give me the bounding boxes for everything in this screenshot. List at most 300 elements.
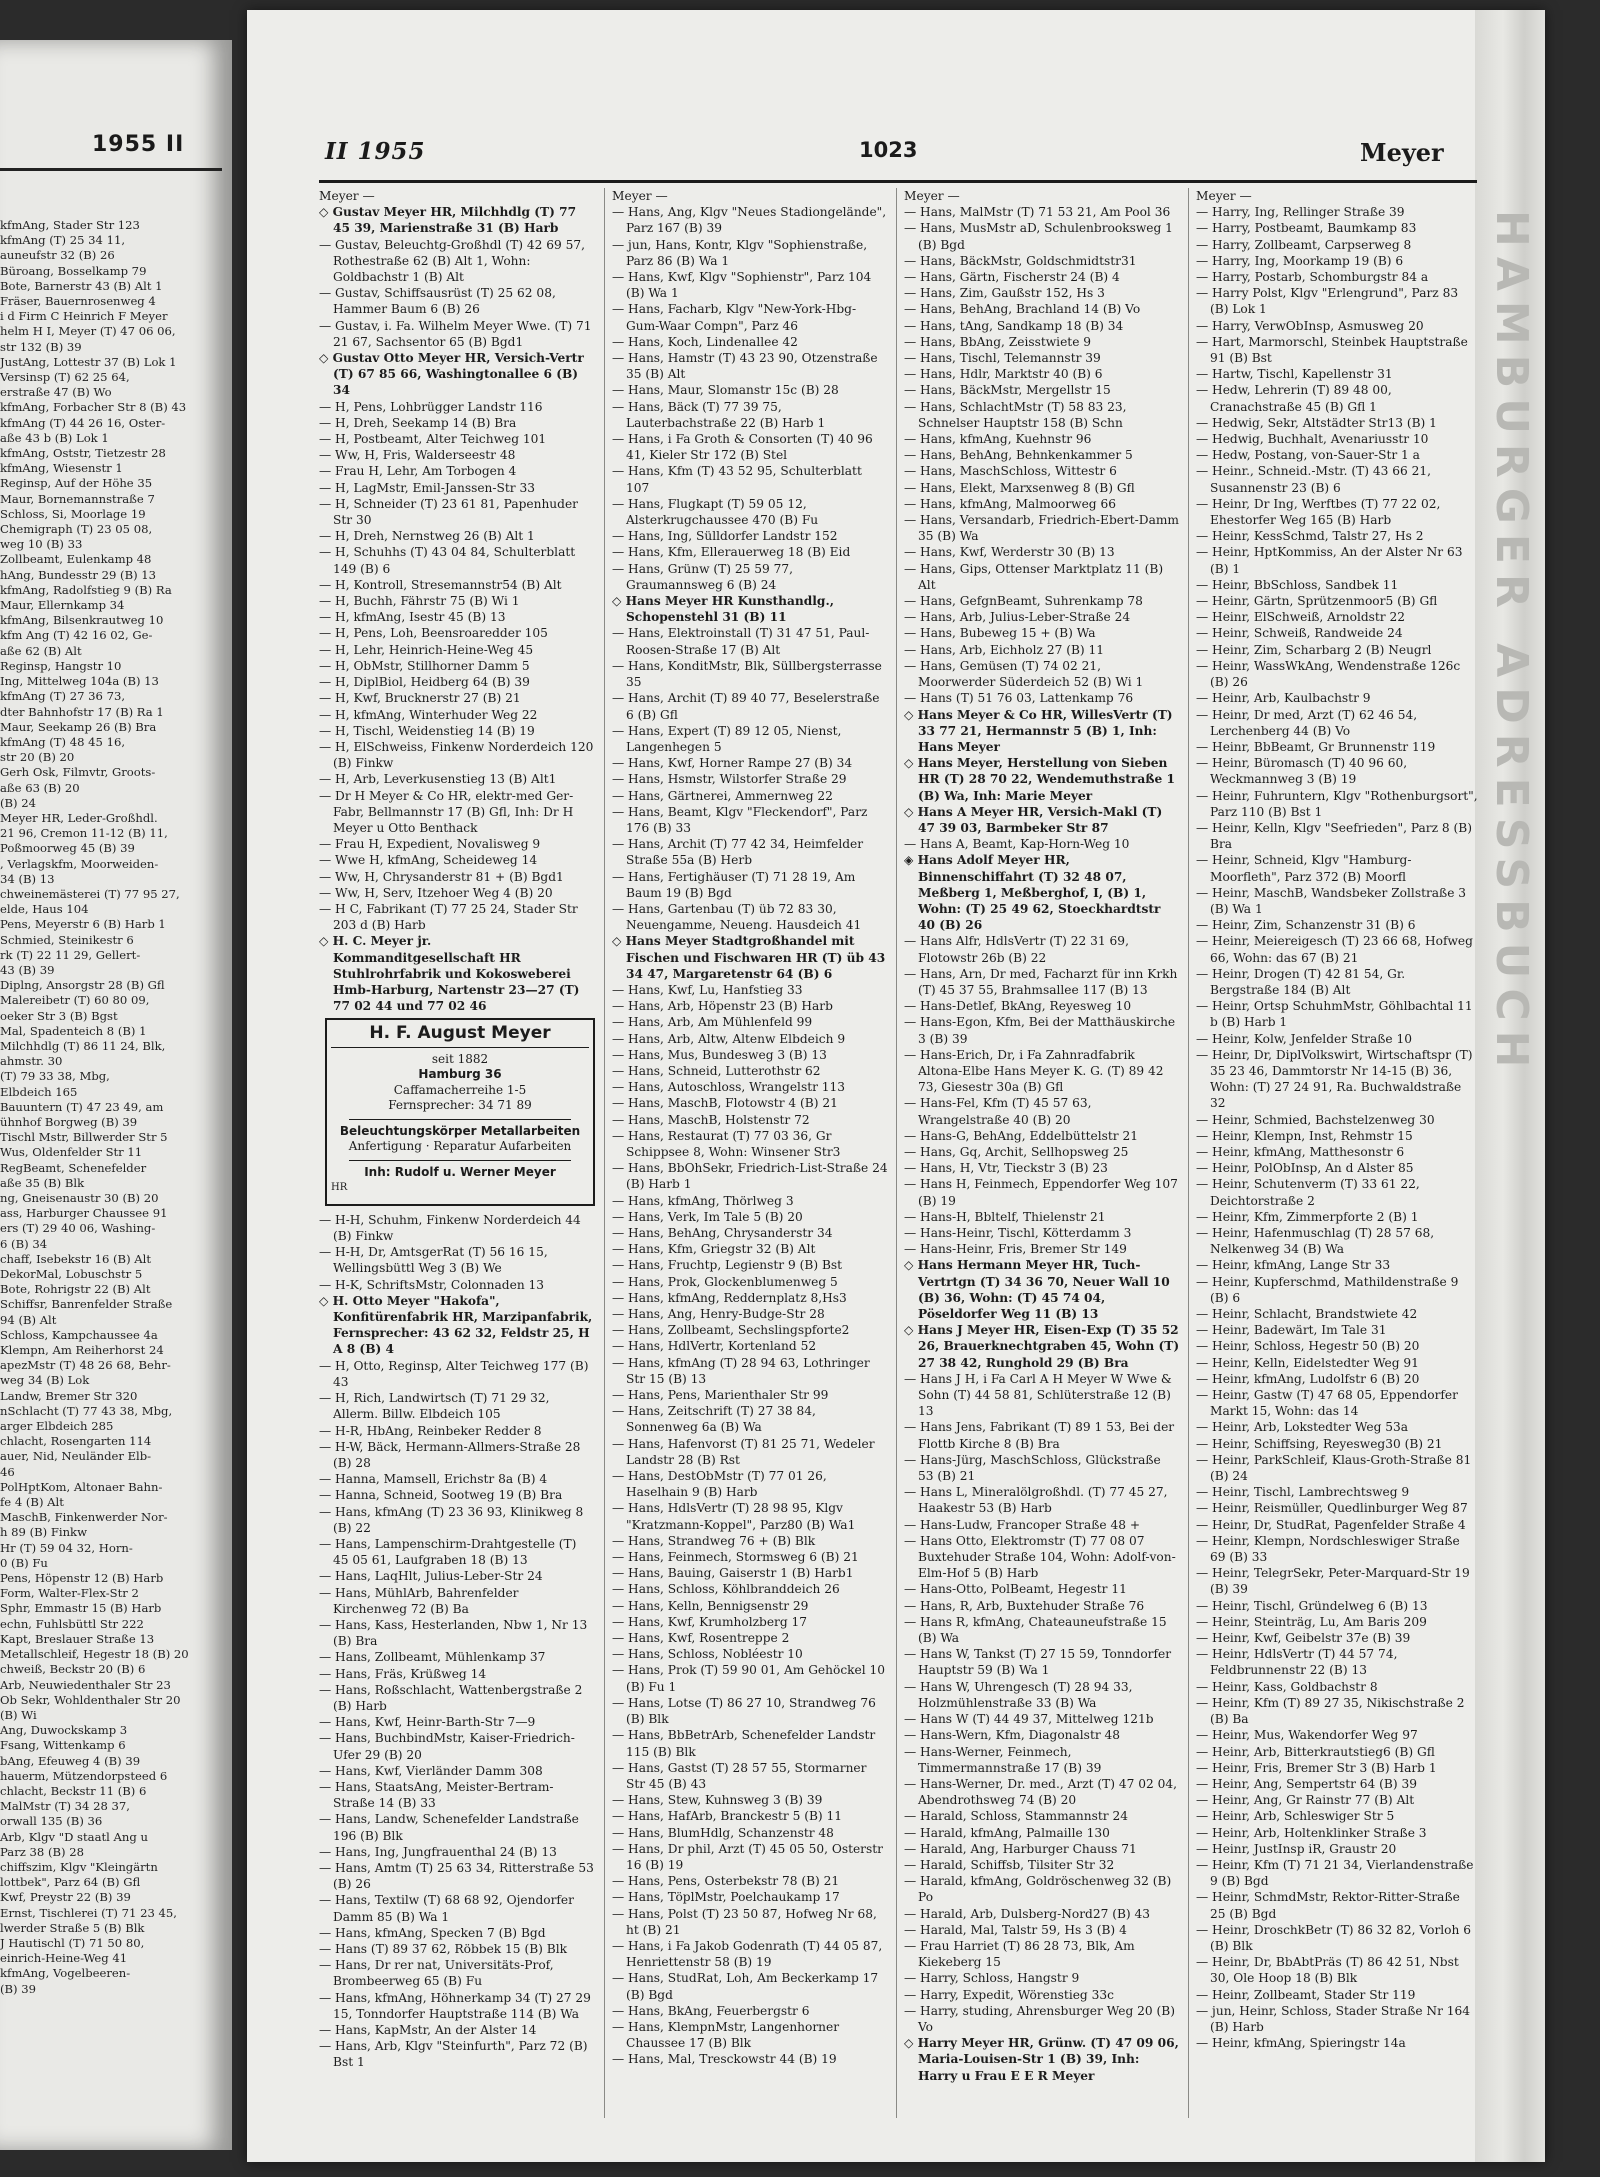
directory-entry: — H-W, Bäck, Hermann-Allmers-Straße 28 (B) 28: [319, 1439, 581, 1470]
left-page-line: Gerh Osk, Filmvtr, Groots-: [0, 765, 156, 780]
left-page-line: chlacht, Rosengarten 114: [0, 1434, 152, 1449]
left-page-line: kfmAng, Vogelbeeren-: [0, 1966, 131, 1981]
directory-entry: — Hans, Elekt, Marxsenweg 8 (B) Gfl: [904, 480, 1135, 495]
directory-entry: — Hans, Bauing, Gaiserstr 1 (B) Harb1: [612, 1566, 854, 1581]
directory-entry: — Heinr, kfmAng, Spieringstr 14a: [1196, 2036, 1406, 2051]
left-page-line: ers (T) 29 40 06, Washing-: [0, 1221, 156, 1236]
directory-entry: — Hedwig, Buchhalt, Avenariusstr 10: [1196, 432, 1429, 447]
directory-entry: — Heinr, Kass, Goldbachstr 8: [1196, 1679, 1378, 1694]
directory-entry: — Heinr, Kfm (T) 89 27 35, Nikischstraße 2 (B) Ba: [1196, 1695, 1465, 1727]
directory-entry: — Hans, BlumHdlg, Schanzenstr 48: [612, 1825, 834, 1840]
directory-entry: — Hans W, Tankst (T) 27 15 59, Tonndorfer Hauptstr 59 (B) Wa 1: [904, 1647, 1172, 1678]
directory-entry: — Wwe H, kfmAng, Scheideweg 14: [319, 853, 538, 868]
page-number: 1023: [859, 138, 918, 162]
left-page-line: Bote, Barnerstr 43 (B) Alt 1: [0, 278, 163, 293]
directory-entry: — Hans, kfmAng, Specken 7 (B) Bgd: [319, 1925, 546, 1940]
left-page-line: kfmAng (T) 27 36 73,: [0, 689, 126, 704]
left-page-line: arger Elbdeich 285: [0, 1419, 114, 1434]
directory-entry: — Hans H, Feinmech, Eppendorfer Weg 107 (B) 19: [904, 1177, 1178, 1208]
directory-entry: — Hans, Fräs, Krüßweg 14: [319, 1666, 487, 1681]
directory-entry: — Heinr, BbBeamt, Gr Brunnenstr 119: [1196, 739, 1436, 754]
directory-entry: — Frau Harriet (T) 86 28 73, Blk, Am Kiekeberg 15: [904, 1938, 1135, 1970]
left-page-line: weg 10 (B) 33: [0, 537, 83, 552]
ad-products: Beleuchtungskörper Metallarbeiten: [339, 1123, 581, 1138]
left-page-line: Bauuntern (T) 47 23 49, am: [0, 1099, 164, 1114]
directory-entry: — Hans Jens, Fabrikant (T) 89 1 53, Bei der Flottb Kirche 8 (B) Bra: [904, 1420, 1175, 1451]
directory-entry: — Heinr, Schiffsing, Reyesweg30 (B) 21: [1196, 1436, 1443, 1451]
directory-entry: — Heinr, Schmied, Bachstelzenweg 30: [1196, 1112, 1435, 1127]
directory-entry: — Heinr, Kelln, Eidelstedter Weg 91: [1196, 1355, 1419, 1370]
left-facing-page: [0, 40, 232, 2150]
directory-entry: — Hans, Prok (T) 59 90 01, Am Gehöckel 10 (B) Fu 1: [612, 1663, 886, 1694]
left-page-line: Meyer HR, Leder-Großhdl.: [0, 810, 158, 825]
directory-entry: — Hans, HdlVertr, Kortenland 52: [612, 1339, 817, 1354]
left-page-line: Pens, Meyerstr 6 (B) Harb 1: [0, 917, 166, 932]
left-page-line: ahmstr. 30: [0, 1054, 63, 1069]
left-page-line: Hr (T) 59 04 32, Horn-: [0, 1540, 133, 1555]
left-page-line: i d Firm C Heinrich F Meyer: [0, 309, 168, 324]
directory-entry: — Heinr, Kelln, Klgv "Seefrieden", Parz 8 (B) Bra: [1196, 820, 1473, 852]
directory-entry: — Hedwig, Sekr, Altstädter Str13 (B) 1: [1196, 415, 1437, 430]
directory-entry: — Hans, Fertighäuser (T) 71 28 19, Am Baum 19 (B) Bgd: [612, 869, 856, 900]
directory-entry: — Hans-Jürg, MaschSchloss, Glückstraße 53 (B) 21: [904, 1452, 1161, 1484]
directory-entry: — Ww, H, Fris, Walderseestr 48: [319, 448, 516, 463]
directory-entry: — H, Dreh, Seekamp 14 (B) Bra: [319, 415, 517, 430]
left-page-line: Versinsp (T) 62 25 64,: [0, 370, 130, 385]
directory-entry: — Heinr, Meiereigesch (T) 23 66 68, Hofweg 66, Wohn: das 67 (B) 21: [1196, 934, 1473, 965]
directory-entry: — Hans, Roßschlacht, Wattenbergstraße 2 (B) Harb: [319, 1682, 583, 1713]
directory-entry: — Hans, Dr phil, Arzt (T) 45 05 50, Osterstr 16 (B) 19: [612, 1841, 883, 1872]
left-page-line: chweinemästerei (T) 77 95 27,: [0, 886, 180, 901]
directory-entry: — Heinr, Kwf, Geibelstr 37e (B) 39: [1196, 1631, 1411, 1646]
directory-entry: — Hans, kfmAng, Malmoorweg 66: [904, 496, 1116, 511]
left-page-line: aße 43 b (B) Lok 1: [0, 430, 109, 445]
directory-entry: — Hans, HafArb, Branckestr 5 (B) 11: [612, 1809, 843, 1824]
directory-entry: — H, Lehr, Heinrich-Heine-Weg 45: [319, 642, 534, 657]
left-page-line: kfmAng (T) 48 45 16,: [0, 734, 126, 749]
left-page-line: weg 34 (B) Lok: [0, 1373, 90, 1388]
left-page-line: Arb, Neuwiedenthaler Str 23: [0, 1677, 171, 1692]
directory-entry: — Heinr, Mus, Wakendorfer Weg 97: [1196, 1728, 1418, 1743]
directory-entry: ◇ Gustav Otto Meyer HR, Versich-Vertr (T) 67 85 66, Washingtonallee 6 (B) 34: [319, 351, 584, 398]
directory-entry: — Heinr, Hafenmuschlag (T) 28 57 68, Nelkenweg 34 (B) Wa: [1196, 1226, 1435, 1257]
left-page-line: Reginsp, Hangstr 10: [0, 658, 122, 673]
left-page-line: Tischl Mstr, Billwerder Str 5: [0, 1130, 168, 1145]
directory-entry: — Ww, H, Chrysanderstr 81 + (B) Bgd1: [319, 869, 564, 884]
directory-entry: — Heinr, Klempn, Nordschleswiger Straße 69 (B) 33: [1196, 1533, 1460, 1565]
left-page-line: (B) Wi: [0, 1707, 37, 1722]
directory-entry: — Hans, TöplMstr, Poelchaukamp 17: [612, 1890, 840, 1905]
directory-entry: — H, ObMstr, Stillhorner Damm 5: [319, 658, 530, 673]
directory-entry: — Hans-Fel, Kfm (T) 45 57 63, Wrangelstraße 40 (B) 20: [904, 1096, 1092, 1127]
left-page-line: fe 4 (B) Alt: [0, 1495, 64, 1510]
directory-entry: — Hans-Egon, Kfm, Bei der Matthäuskirche 3 (B) 39: [904, 1015, 1176, 1046]
directory-entry: — Heinr, JustInsp iR, Graustr 20: [1196, 1841, 1397, 1856]
directory-entry: — H-H, Dr, AmtsgerRat (T) 56 16 15, Wellingsbüttl Weg 3 (B) We: [319, 1245, 548, 1276]
left-page-line: lottbek", Parz 64 (B) Gfl: [0, 1875, 141, 1890]
column-label: Meyer —: [319, 189, 375, 203]
directory-page: [247, 10, 1545, 2162]
ad-hr-marker: HR: [331, 1182, 348, 1194]
column-label: Meyer —: [904, 189, 960, 203]
left-page-line: RegBeamt, Schenefelder: [0, 1160, 147, 1175]
directory-entry: — Harry, Ing, Moorkamp 19 (B) 6: [1196, 253, 1404, 268]
directory-entry: — Heinr, Ang, Gr Rainstr 77 (B) Alt: [1196, 1793, 1415, 1808]
left-page-line: Maur, Seekamp 26 (B) Bra: [0, 719, 157, 734]
directory-entry: — Heinr., Schneid.-Mstr. (T) 43 66 21, Susannenstr 23 (B) 6: [1196, 464, 1432, 495]
left-page-line: Schmied, Steinikestr 6: [0, 932, 134, 947]
directory-entry: — Hans, Hafenvorst (T) 81 25 71, Wedeler Landstr 28 (B) Rst: [612, 1436, 875, 1467]
directory-entry: — Harald, Arb, Dulsberg-Nord27 (B) 43: [904, 1906, 1151, 1921]
directory-entry: — Hans, Gemüsen (T) 74 02 21, Moorwerder Süderdeich 52 (B) Wi 1: [904, 658, 1144, 690]
left-page-line: 21 96, Cremon 11-12 (B) 11,: [0, 826, 168, 841]
directory-entry: — Hans, Gartenbau (T) üb 72 83 30, Neuengamme, Neueng. Hausdeich 41: [612, 901, 862, 933]
directory-entry: — Hans, BäckMstr, Goldschmidtstr31: [904, 253, 1137, 268]
directory-entry: — Hans, Restaurat (T) 77 03 36, Gr Schippsee 8, Wohn: Winsener Str3: [612, 1128, 841, 1159]
left-page-line: kfmAng, Stader Str 123: [0, 218, 140, 232]
left-page-line: orwall 135 (B) 36: [0, 1814, 103, 1829]
ad-since: seit 1882: [431, 1051, 489, 1066]
left-page-line: MaschB, Finkenwerder Nor-: [0, 1510, 168, 1525]
left-page-line: oeker Str 3 (B) Bgst: [0, 1008, 118, 1023]
directory-entry: — Hartw, Tischl, Kapellenstr 31: [1196, 367, 1393, 382]
directory-entry: — Hans J H, i Fa Carl A H Meyer W Wwe & Sohn (T) 44 58 81, Schlüterstraße 12 (B) 13: [904, 1371, 1172, 1419]
directory-entry: — H, Dreh, Nernstweg 26 (B) Alt 1: [319, 529, 535, 544]
directory-entry: ◇ H. Otto Meyer "Hakofa", Konfitürenfabrik HR, Marzipanfabrik, Fernsprecher: 43 62 32, Feldstr 25, H A 8 (B) 4: [319, 1293, 593, 1357]
directory-entry: — Heinr, Schutenverm (T) 33 61 22, Deichtorstraße 2: [1196, 1177, 1420, 1208]
directory-entry: — Hans, Dr rer nat, Universitäts-Prof, Brombeerweg 65 (B) Fu: [319, 1958, 554, 1989]
directory-entry: — Gustav, Schiffsausrüst (T) 25 62 08, Hammer Baum 6 (B) 26: [319, 286, 556, 317]
directory-entry: — Harald, Schloss, Stammannstr 24: [904, 1809, 1128, 1824]
ad-owner: Inh: Rudolf u. Werner Meyer: [364, 1164, 556, 1179]
directory-entry: — H, Postbeamt, Alter Teichweg 101: [319, 432, 547, 447]
left-page-line: Maur, Ellernkamp 34: [0, 598, 125, 613]
left-page-line: kfmAng (T) 25 34 11,: [0, 233, 126, 248]
directory-entry: — Gustav, i. Fa. Wilhelm Meyer Wwe. (T) 71 21 67, Sachsentor 65 (B) Bgd1: [319, 318, 592, 349]
directory-entry: — Heinr, Arb, Holtenklinker Straße 3: [1196, 1825, 1427, 1840]
directory-entry: — Heinr, Schweiß, Randweide 24: [1196, 626, 1403, 641]
directory-entry: — Hans, Kwf, Horner Rampe 27 (B) 34: [612, 756, 853, 771]
directory-entry: — Hans, tAng, Sandkamp 18 (B) 34: [904, 318, 1124, 333]
left-page-line: echn, Fuhlsbüttl Str 222: [0, 1616, 144, 1631]
directory-entry: — Hans, BuchbindMstr, Kaiser-Friedrich-Ufer 29 (B) 20: [319, 1731, 575, 1762]
directory-entry: — Hans, Kwf, Werderstr 30 (B) 13: [904, 545, 1115, 560]
directory-entry: — H, Kwf, Brucknerstr 27 (B) 21: [319, 691, 521, 706]
directory-entry: — Hans, SchlachtMstr (T) 58 83 23, Schnelser Hauptstr 158 (B) Schn: [904, 399, 1127, 430]
directory-entry: — Hans-Otto, PolBeamt, Hegestr 11: [904, 1582, 1127, 1597]
directory-entry: — Hans, KonditMstr, Blk, Süllbergsterrasse 35: [612, 658, 882, 690]
header-rule: [319, 180, 1477, 183]
left-page-line: 34 (B) 13: [0, 871, 55, 886]
directory-entry: — Heinr, Dr, StudRat, Pagenfelder Straße 4: [1196, 1517, 1466, 1532]
directory-entry: — Hans-Erich, Dr, i Fa Zahnradfabrik Altona-Elbe Hans Meyer K. G. (T) 89 42 73, Giesestr 30a (B) Gfl: [904, 1047, 1164, 1095]
directory-entry: — Hans, Zeitschrift (T) 27 38 84, Sonnenweg 6a (B) Wa: [612, 1404, 816, 1435]
left-page-line: Büroang, Bosselkamp 79: [0, 263, 147, 278]
directory-entry: — Hans W (T) 44 49 37, Mittelweg 121b: [904, 1712, 1154, 1727]
directory-entry: — H, Pens, Loh, Beensroaredder 105: [319, 626, 548, 641]
directory-entry: — Ww, H, Serv, Itzehoer Weg 4 (B) 20: [319, 885, 553, 900]
directory-entry: — Harry, Expedit, Wörenstieg 33c: [904, 1987, 1114, 2002]
directory-entry: — Hans, Arb, Julius-Leber-Straße 24: [904, 610, 1131, 625]
directory-entry: — Hans L, Mineralölgroßhdl. (T) 77 45 27, Haakestr 53 (B) Harb: [904, 1485, 1168, 1516]
directory-entry: — Heinr, Zim, Schanzenstr 31 (B) 6: [1196, 918, 1416, 933]
directory-entry: — Hans Otto, Elektromstr (T) 77 08 07 Buxtehuder Straße 104, Wohn: Adolf-von-Elm-Hof 5 (B) Harb: [904, 1533, 1176, 1581]
directory-entry: — Hans, Kfm, Griegstr 32 (B) Alt: [612, 1242, 816, 1257]
directory-entry: — Hans, Gips, Ottenser Marktplatz 11 (B) Alt: [904, 561, 1164, 592]
directory-entry: — Hans, Archit (T) 77 42 34, Heimfelder Straße 55a (B) Herb: [612, 837, 864, 868]
directory-entry: — Heinr, Gärtn, Sprützenmoor5 (B) Gfl: [1196, 594, 1438, 609]
directory-entry: — Heinr, ElSchweiß, Arnoldstr 22: [1196, 610, 1406, 625]
column-divider: [1188, 188, 1189, 2118]
directory-entry: — Hans, Stew, Kuhnsweg 3 (B) 39: [612, 1793, 823, 1808]
left-page-line: Sphr, Emmastr 15 (B) Harb: [0, 1601, 162, 1616]
column-2-entries: [612, 204, 888, 2067]
column-label: Meyer —: [612, 189, 668, 203]
directory-entry: — Hans, Kwf, Krumholzberg 17: [612, 1614, 808, 1629]
directory-entry: — Hans, Kwf, Vierländer Damm 308: [319, 1763, 543, 1778]
directory-entry: — Heinr, Dr, DiplVolkswirt, Wirtschaftspr (T) 35 23 46, Dammtorstr Nr 14-15 (B) 36, Wohn: (T) 27 24 91, Ra. Buchwaldstraße 32: [1196, 1047, 1473, 1111]
directory-entry: — Hans, i Fa Groth & Consorten (T) 40 96 41, Kieler Str 172 (B) Stel: [612, 432, 873, 463]
page-edge-text: HAMBURGER ADRESSBUCH: [1486, 210, 1537, 1078]
left-page-line: chiffszim, Klgv "Kleingärtn: [0, 1859, 158, 1874]
directory-entry: ◇ Hans Meyer & Co HR, WillesVertr (T) 33 77 21, Hermannstr 5 (B) 1, Inh: Hans Meyer: [904, 707, 1173, 754]
directory-entry: — Hans, MaschSchloss, Wittestr 6: [904, 464, 1117, 479]
left-page-line: kfm Ang (T) 42 16 02, Ge-: [0, 628, 153, 643]
left-page-line: 94 (B) Alt: [0, 1312, 57, 1327]
directory-entry: ◇ Hans Meyer, Herstellung von Sieben HR (T) 28 70 22, Wendemuthstraße 1 (B) Wa, Inh: Marie Meyer: [904, 756, 1175, 803]
left-page-line: chaff, Isebekstr 16 (B) Alt: [0, 1251, 152, 1266]
ad-street: Caffamacherreihe 1-5: [393, 1082, 527, 1097]
directory-entry: — jun, Heinr, Schloss, Stader Straße Nr 164 (B) Harb: [1196, 2003, 1471, 2034]
directory-entry: — Hans, BehAng, Chrysanderstr 34: [612, 1226, 833, 1240]
directory-entry: — Hans, kfmAng, Thörlweg 3: [612, 1193, 794, 1208]
left-page-line: Poßmoorweg 45 (B) 39: [0, 841, 135, 856]
left-page-line: (B) 24: [0, 795, 37, 810]
directory-entry: — Hans, Arb, Höpenstr 23 (B) Harb: [612, 999, 833, 1014]
directory-entry: — Hans, Hsmstr, Wilstorfer Straße 29: [612, 772, 847, 787]
directory-entry: — Hans, Landw, Schenefelder Landstraße 196 (B) Blk: [319, 1812, 579, 1843]
left-page-line: Schloss, Kampchaussee 4a: [0, 1327, 158, 1342]
directory-entry: — Hans, Zollbeamt, Sechslingspforte2: [612, 1323, 850, 1338]
directory-entry: — Heinr, TelegrSekr, Peter-Marquard-Str 19 (B) 39: [1196, 1566, 1470, 1597]
directory-entry: — H C, Fabrikant (T) 77 25 24, Stader Str 203 d (B) Harb: [319, 901, 578, 933]
left-page-line: Chemigraph (T) 23 05 08,: [0, 522, 153, 537]
left-page-line: Kapt, Breslauer Straße 13: [0, 1631, 155, 1646]
left-page-line: dter Bahnhofstr 17 (B) Ra 1: [0, 704, 164, 719]
left-page-line: helm H I, Meyer (T) 47 06 06,: [0, 324, 176, 339]
left-page-line: J Hautischl (T) 71 50 80,: [0, 1935, 145, 1950]
directory-entry: — H, Rich, Landwirtsch (T) 71 29 32, Allerm. Billw. Elbdeich 105: [319, 1391, 550, 1422]
left-page-line: Form, Walter-Flex-Str 2: [0, 1586, 139, 1601]
left-page-line: (B) 39: [0, 1981, 37, 1996]
directory-entry: — Hans, Autoschloss, Wrangelstr 113: [612, 1080, 846, 1095]
directory-entry: — Hans, BbBetrArb, Schenefelder Landstr 115 (B) Blk: [612, 1728, 876, 1759]
directory-entry: — Hans-G, BehAng, Eddelbüttelstr 21: [904, 1128, 1138, 1143]
directory-entry: ◈ Hans Adolf Meyer HR, Binnenschiffahrt (T) 32 48 07, Meßberg 1, Meßberghof, I, (B) 1, Wohn: (T) 25 49 62, Stoeckhardtstr 40 (B) 26: [904, 853, 1161, 933]
left-page-entries: [0, 218, 230, 1997]
directory-entry: — Hans, R, Arb, Buxtehuder Straße 76: [904, 1598, 1145, 1613]
directory-entry: — Heinr, Arb, Lokstedter Weg 53a: [1196, 1420, 1409, 1435]
left-page-line: Bote, Rohrigstr 22 (B) Alt: [0, 1282, 151, 1297]
directory-entry: — Hans, Schneid, Lutterothstr 62: [612, 1063, 821, 1078]
directory-entry: — Hans, i Fa Jakob Godenrath (T) 44 05 87, Henriettenstr 58 (B) 19: [612, 1938, 883, 1970]
left-page-line: Zollbeamt, Eulenkamp 48: [0, 552, 152, 567]
directory-entry: — Heinr, Kupferschmd, Mathildenstraße 9 (B) 6: [1196, 1274, 1459, 1305]
directory-entry: — Heinr, Kolw, Jenfelder Straße 10: [1196, 1031, 1412, 1046]
left-page-line: 6 (B) 34: [0, 1236, 48, 1251]
left-page-line: str 20 (B) 20: [0, 750, 75, 765]
directory-entry: — Hans, Lotse (T) 86 27 10, Strandweg 76 (B) Blk: [612, 1695, 876, 1727]
directory-entry: — Heinr, Kfm (T) 71 21 34, Vierlandenstraße 9 (B) Bgd: [1196, 1857, 1474, 1889]
directory-entry: — Hans, Flugkapt (T) 59 05 12, Alsterkrugchaussee 470 (B) Fu: [612, 496, 819, 528]
directory-entry: — Frau H, Expedient, Novalisweg 9: [319, 837, 541, 852]
directory-entry: — Harry, Zollbeamt, Carpserweg 8: [1196, 237, 1412, 252]
directory-entry: — Harald, Ang, Harburger Chauss 71: [904, 1841, 1137, 1856]
directory-entry: — H, Otto, Reginsp, Alter Teichweg 177 (B) 43: [319, 1358, 589, 1389]
directory-entry: — Hans, Bäck (T) 77 39 75, Lauterbachstraße 22 (B) Harb 1: [612, 399, 826, 430]
directory-entry: — Hans, Kfm (T) 43 52 95, Schulterblatt 107: [612, 464, 862, 495]
left-page-line: Reginsp, Auf der Höhe 35: [0, 476, 153, 491]
directory-entry: — Heinr, HdlsVertr (T) 44 57 74, Feldbrunnenstr 22 (B) 13: [1196, 1647, 1398, 1678]
left-page-line: Landw, Bremer Str 320: [0, 1388, 138, 1403]
directory-entry: — Hans, LaqHlt, Julius-Leber-Str 24: [319, 1569, 543, 1584]
directory-entry: — H, ElSchweiss, Finkenw Norderdeich 120 (B) Finkw: [319, 739, 594, 771]
directory-entry: — Heinr, Ortsp SchuhmMstr, Göhlbachtal 11 b (B) Harb 1: [1196, 999, 1473, 1030]
directory-entry: — Hans, Feinmech, Stormsweg 6 (B) 21: [612, 1550, 859, 1565]
directory-entry: — Hans, Beamt, Klgv "Fleckendorf", Parz 176 (B) 33: [612, 804, 868, 835]
directory-entry: — Heinr, Fuhruntern, Klgv "Rothenburgsort", Parz 110 (B) Bst 1: [1196, 788, 1478, 819]
directory-entry: — Hans, Hdlr, Marktstr 40 (B) 6: [904, 367, 1103, 382]
directory-entry: — Hans, kfmAng, Höhnerkamp 34 (T) 27 29 15, Tonndorfer Hauptstraße 114 (B) Wa: [319, 1990, 591, 2021]
left-page-line: Pens, Höpenstr 12 (B) Harb: [0, 1571, 164, 1586]
left-page-line: Malereibetr (T) 60 80 09,: [0, 993, 150, 1008]
directory-entry: — Hans, DestObMstr (T) 77 01 26, Haselhain 9 (B) Harb: [612, 1469, 827, 1500]
directory-entry: — Heinr, KessSchmd, Talstr 27, Hs 2: [1196, 529, 1424, 544]
directory-entry: — Heinr, Zim, Scharbarg 2 (B) Neugrl: [1196, 642, 1432, 657]
directory-entry: — Hans-Wern, Kfm, Diagonalstr 48: [904, 1728, 1121, 1743]
left-page-line: apezMstr (T) 48 26 68, Behr-: [0, 1358, 171, 1373]
directory-entry: — Harry, Postbeamt, Baumkamp 83: [1196, 221, 1417, 236]
left-page-line: kfmAng, Wiesenstr 1: [0, 461, 123, 476]
left-page-line: chweiß, Beckstr 20 (B) 6: [0, 1662, 146, 1677]
left-page-line: bAng, Efeuweg 4 (B) 39: [0, 1753, 141, 1768]
left-page-line: Kwf, Preystr 22 (B) 39: [0, 1890, 131, 1905]
directory-entry: — Hans, BbAng, Zeisstwiete 9: [904, 334, 1092, 349]
directory-entry: — Hans, Kass, Hesterlanden, Nbw 1, Nr 13 (B) Bra: [319, 1617, 588, 1649]
left-page-line: kfmAng, Forbacher Str 8 (B) 43: [0, 400, 187, 415]
directory-entry: — Hans-Ludw, Francoper Straße 48 +: [904, 1517, 1141, 1532]
left-page-line: Ang, Duwockskamp 3: [0, 1723, 128, 1738]
directory-entry: — Hart, Marmorschl, Steinbek Hauptstraße 91 (B) Bst: [1196, 334, 1468, 366]
directory-entry: — Harry, Ing, Rellinger Straße 39: [1196, 205, 1405, 220]
directory-entry: — H, Pens, Lohbrügger Landstr 116: [319, 399, 543, 414]
left-page-line: ühnhof Borgweg (B) 39: [0, 1114, 138, 1129]
ad-phone: Fernsprecher: 34 71 89: [388, 1098, 532, 1113]
left-page-line: Ing, Mittelweg 104a (B) 13: [0, 674, 159, 689]
left-page-line: kfmAng (T) 44 26 16, Oster-: [0, 415, 166, 430]
column-1-entries-b: [319, 1212, 595, 2071]
column-divider: [896, 188, 897, 2118]
directory-entry: — Heinr, DroschkBetr (T) 86 32 82, Vorloh 6 (B) Blk: [1196, 1922, 1471, 1953]
directory-entry: — Heinr, Dr, BbAbtPräs (T) 86 42 51, Nbst 30, Ole Hoop 18 (B) Blk: [1196, 1955, 1459, 1986]
directory-entry: — Hans, kfmAng, Reddernplatz 8,Hs3: [612, 1290, 847, 1305]
directory-entry: — Hans, BkAng, Feuerbergstr 6: [612, 2003, 810, 2018]
directory-entry: — Hans-H, Bbltelf, Thielenstr 21: [904, 1209, 1106, 1224]
directory-entry: — Hans, Amtm (T) 25 63 34, Ritterstraße 53 (B) 26: [319, 1860, 594, 1892]
directory-entry: — Hans-Heinr, Tischl, Kötterdamm 3: [904, 1226, 1132, 1240]
left-page-line: Elbdeich 165: [0, 1084, 78, 1099]
column-4: [1196, 188, 1478, 2051]
left-page-line: Fsang, Wittenkamp 6: [0, 1738, 126, 1753]
directory-entry: — Heinr, Arb, Bitterkrautstieg6 (B) Gfl: [1196, 1744, 1435, 1759]
directory-entry: — Hans, Arb, Klgv "Steinfurth", Parz 72 (B) Bst 1: [319, 2039, 588, 2070]
directory-entry: — Hans, Pens, Marienthaler Str 99: [612, 1388, 829, 1403]
directory-entry: — Hans, Kwf, Rosentreppe 2: [612, 1631, 790, 1646]
directory-entry: — Heinr, Schloss, Hegestr 50 (B) 20: [1196, 1339, 1420, 1354]
directory-entry: — Hans-Detlef, BkAng, Reyesweg 10: [904, 999, 1132, 1014]
left-page-line: , Verlagskfm, Moorweiden-: [0, 856, 159, 871]
directory-entry: — Hans, Zollbeamt, Mühlenkamp 37: [319, 1650, 546, 1665]
directory-entry: — Hans, kfmAng (T) 28 94 63, Lothringer Str 15 (B) 13: [612, 1355, 870, 1386]
directory-entry: — Heinr, Büromasch (T) 40 96 60, Weckmannweg 3 (B) 19: [1196, 756, 1408, 787]
directory-entry: — Heinr, Dr Ing, Werftbes (T) 77 22 02, Ehestorfer Weg 165 (B) Harb: [1196, 496, 1441, 528]
directory-entry: — Hanna, Schneid, Sootweg 19 (B) Bra: [319, 1488, 563, 1503]
directory-entry: — Hans, Gärtnerei, Ammernweg 22: [612, 788, 833, 803]
directory-entry: ◇ H. C. Meyer jr. Kommanditgesellschaft HR Stuhlrohrfabrik und Kokosweberei Hmb-Harburg, Nartenstr 23—27 (T) 77 02 44 und 77 02 46: [319, 934, 580, 1014]
directory-entry: — Hans, KapMstr, An der Alster 14: [319, 2023, 537, 2038]
left-page-rule: [0, 168, 222, 171]
directory-entry: — Harald, kfmAng, Goldröschenweg 32 (B) Po: [904, 1874, 1172, 1905]
directory-entry: — Hans, Mal, Tresckowstr 44 (B) 19: [612, 2052, 837, 2067]
directory-entry: — Hans, Expert (T) 89 12 05, Nienst, Langenhegen 5: [612, 723, 842, 754]
directory-entry: — Hans, Fruchtp, Legienstr 9 (B) Bst: [612, 1258, 843, 1273]
column-1: [319, 188, 595, 2071]
left-page-line: einrich-Heine-Weg 41: [0, 1951, 128, 1966]
left-page-line: JustAng, Lottestr 37 (B) Lok 1: [0, 354, 177, 369]
left-page-line: aße 63 (B) 20: [0, 780, 80, 795]
directory-entry: — Heinr, Schneid, Klgv "Hamburg-Moorfleth", Parz 372 (B) Moorfl: [1196, 853, 1412, 884]
left-page-line: Milchhdlg (T) 86 11 24, Blk,: [0, 1038, 166, 1053]
directory-entry: — Hans Alfr, HdlsVertr (T) 22 31 69, Flotowstr 26b (B) 22: [904, 934, 1129, 965]
directory-entry: — Harald, kfmAng, Palmaille 130: [904, 1825, 1110, 1840]
directory-entry: — Hans, Polst (T) 23 50 87, Hofweg Nr 68, ht (B) 21: [612, 1906, 877, 1937]
directory-entry: — Heinr, Ang, Sempertstr 64 (B) 39: [1196, 1776, 1418, 1791]
directory-entry: — Hans, Versandarb, Friedrich-Ebert-Damm 35 (B) Wa: [904, 513, 1179, 544]
directory-entry: — Hans, MühlArb, Bahrenfelder Kirchenweg 72 (B) Ba: [319, 1585, 519, 1616]
directory-entry: — Hedw, Lehrerin (T) 89 48 00, Cranachstraße 45 (B) Gfl 1: [1196, 383, 1392, 414]
directory-entry: — Hans, Koch, Lindenallee 42: [612, 334, 798, 349]
directory-entry: — Hans, Maur, Slomanstr 15c (B) 28: [612, 383, 839, 398]
directory-entry: — Heinr, WassWkAng, Wendenstraße 126c (B) 26: [1196, 658, 1461, 690]
directory-entry: — H, DiplBiol, Heidberg 64 (B) 39: [319, 675, 530, 690]
directory-entry: — Hans, Grünw (T) 25 59 77, Graumannsweg 6 (B) 24: [612, 561, 794, 592]
left-page-line: 0 (B) Fu: [0, 1555, 48, 1570]
directory-entry: — Harry Polst, Klgv "Erlengrund", Parz 83 (B) Lok 1: [1196, 286, 1459, 317]
directory-entry: — Hans, MalMstr (T) 71 53 21, Am Pool 36: [904, 205, 1171, 220]
left-page-line: Mal, Spadenteich 8 (B) 1: [0, 1023, 147, 1038]
directory-entry: — Heinr, Reismüller, Quedlinburger Weg 87: [1196, 1501, 1468, 1516]
directory-entry: — Hans, Gq, Archit, Sellhopsweg 25: [904, 1144, 1129, 1159]
directory-entry: — Hans, Kwf, Klgv "Sophienstr", Parz 104 (B) Wa 1: [612, 270, 872, 301]
directory-entry: — Hans, MaschB, Holstenstr 72: [612, 1112, 810, 1127]
column-3: [904, 188, 1180, 2084]
directory-entry: — Heinr, Tischl, Gründelweg 6 (B) 13: [1196, 1598, 1428, 1613]
directory-entry: — Hans, Lampenschirm-Drahtgestelle (T) 45 05 61, Laufgraben 18 (B) 13: [319, 1536, 577, 1568]
directory-entry: — Heinr, Kfm, Zimmerpforte 2 (B) 1: [1196, 1209, 1419, 1224]
left-page-line: Arb, Klgv "D staatl Ang u: [0, 1829, 148, 1844]
directory-entry: — Hans, Ang, Klgv "Neues Stadiongelände", Parz 167 (B) 39: [612, 205, 887, 236]
directory-entry: — Harald, Schiffsb, Tilsiter Str 32: [904, 1857, 1115, 1872]
